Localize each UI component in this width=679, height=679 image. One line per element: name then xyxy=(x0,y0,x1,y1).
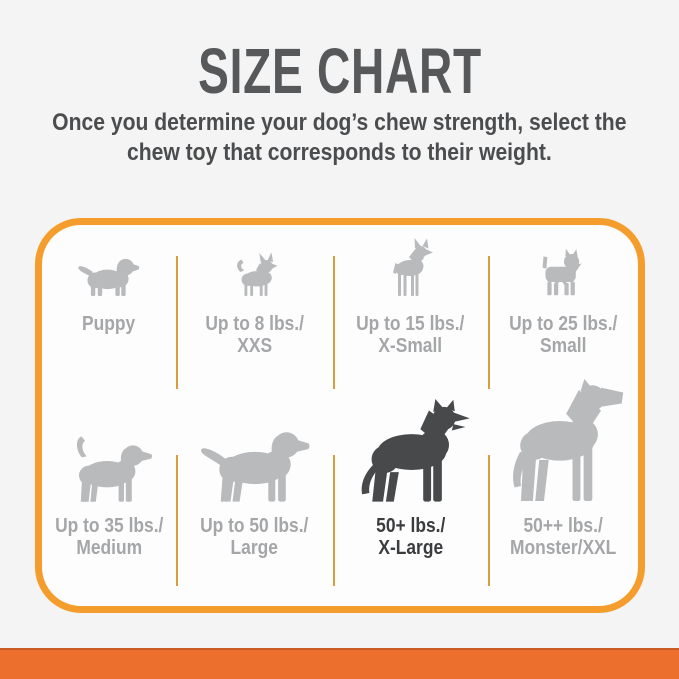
size-label-line2: X-Small xyxy=(378,335,443,357)
size-chart-row-1 xyxy=(42,225,638,357)
size-cell-xlarge xyxy=(333,391,488,559)
chihuahua-dog-icon xyxy=(232,225,278,297)
size-label-line1: Up to 8 lbs./ xyxy=(205,313,304,335)
size-label-line2: XXS xyxy=(237,335,272,357)
page-title xyxy=(0,34,679,108)
size-chart-row-2 xyxy=(42,391,638,559)
size-label-monster xyxy=(510,515,616,559)
size-label-line2: X-Large xyxy=(378,537,443,559)
size-cell-xsmall xyxy=(333,225,488,357)
size-label-line1: Up to 50 lbs./ xyxy=(200,515,309,537)
size-cell-medium xyxy=(42,391,176,559)
size-cell-puppy xyxy=(42,225,176,357)
size-label-small xyxy=(509,313,617,357)
xsmall-dog-icon xyxy=(387,225,435,297)
column-divider xyxy=(176,455,178,586)
column-divider xyxy=(176,256,178,389)
xlarge-dog-icon xyxy=(350,391,472,503)
size-chart-panel xyxy=(35,218,645,613)
size-label-line2: Large xyxy=(230,537,279,559)
column-divider xyxy=(333,455,335,586)
column-divider xyxy=(488,455,490,586)
size-label-line1: Up to 15 lbs./ xyxy=(356,313,465,335)
monster-dog-icon xyxy=(498,391,628,503)
column-divider xyxy=(488,256,490,389)
size-label-line1: Up to 35 lbs./ xyxy=(54,515,164,537)
size-label-line2: Monster/XXL xyxy=(509,537,617,559)
size-label-line2: Medium xyxy=(76,537,142,559)
subtitle-line-2: chew toy that corresponds to their weight. xyxy=(127,139,552,166)
size-label-medium xyxy=(55,515,163,559)
size-cell-small xyxy=(488,225,638,357)
size-cell-large xyxy=(176,391,333,559)
brand-bottom-bar xyxy=(0,648,679,679)
size-cell-monster xyxy=(488,391,638,559)
size-label-line1: Up to 25 lbs./ xyxy=(508,313,618,335)
large-dog-icon xyxy=(199,391,311,503)
size-label-line2: Small xyxy=(539,335,587,357)
size-cell-xxs xyxy=(176,225,333,357)
size-label-puppy xyxy=(82,313,135,335)
puppy-dog-icon xyxy=(77,225,141,297)
size-label-xlarge xyxy=(376,515,445,559)
size-label-xxs xyxy=(205,313,304,357)
page-title-text: SIZE CHART xyxy=(197,35,482,107)
medium-dog-icon xyxy=(64,391,154,503)
size-label-large xyxy=(200,515,308,559)
page-subtitle xyxy=(0,108,679,168)
size-label-line1: 50+ lbs./ xyxy=(375,515,446,537)
column-divider xyxy=(333,256,335,389)
size-label-xsmall xyxy=(356,313,464,357)
size-label-line1: 50++ lbs./ xyxy=(523,515,603,537)
small-dog-icon xyxy=(535,225,591,297)
subtitle-line-1: Once you determine your dog’s chew strength, select the xyxy=(52,109,627,136)
size-label-line1: Puppy xyxy=(82,313,136,335)
